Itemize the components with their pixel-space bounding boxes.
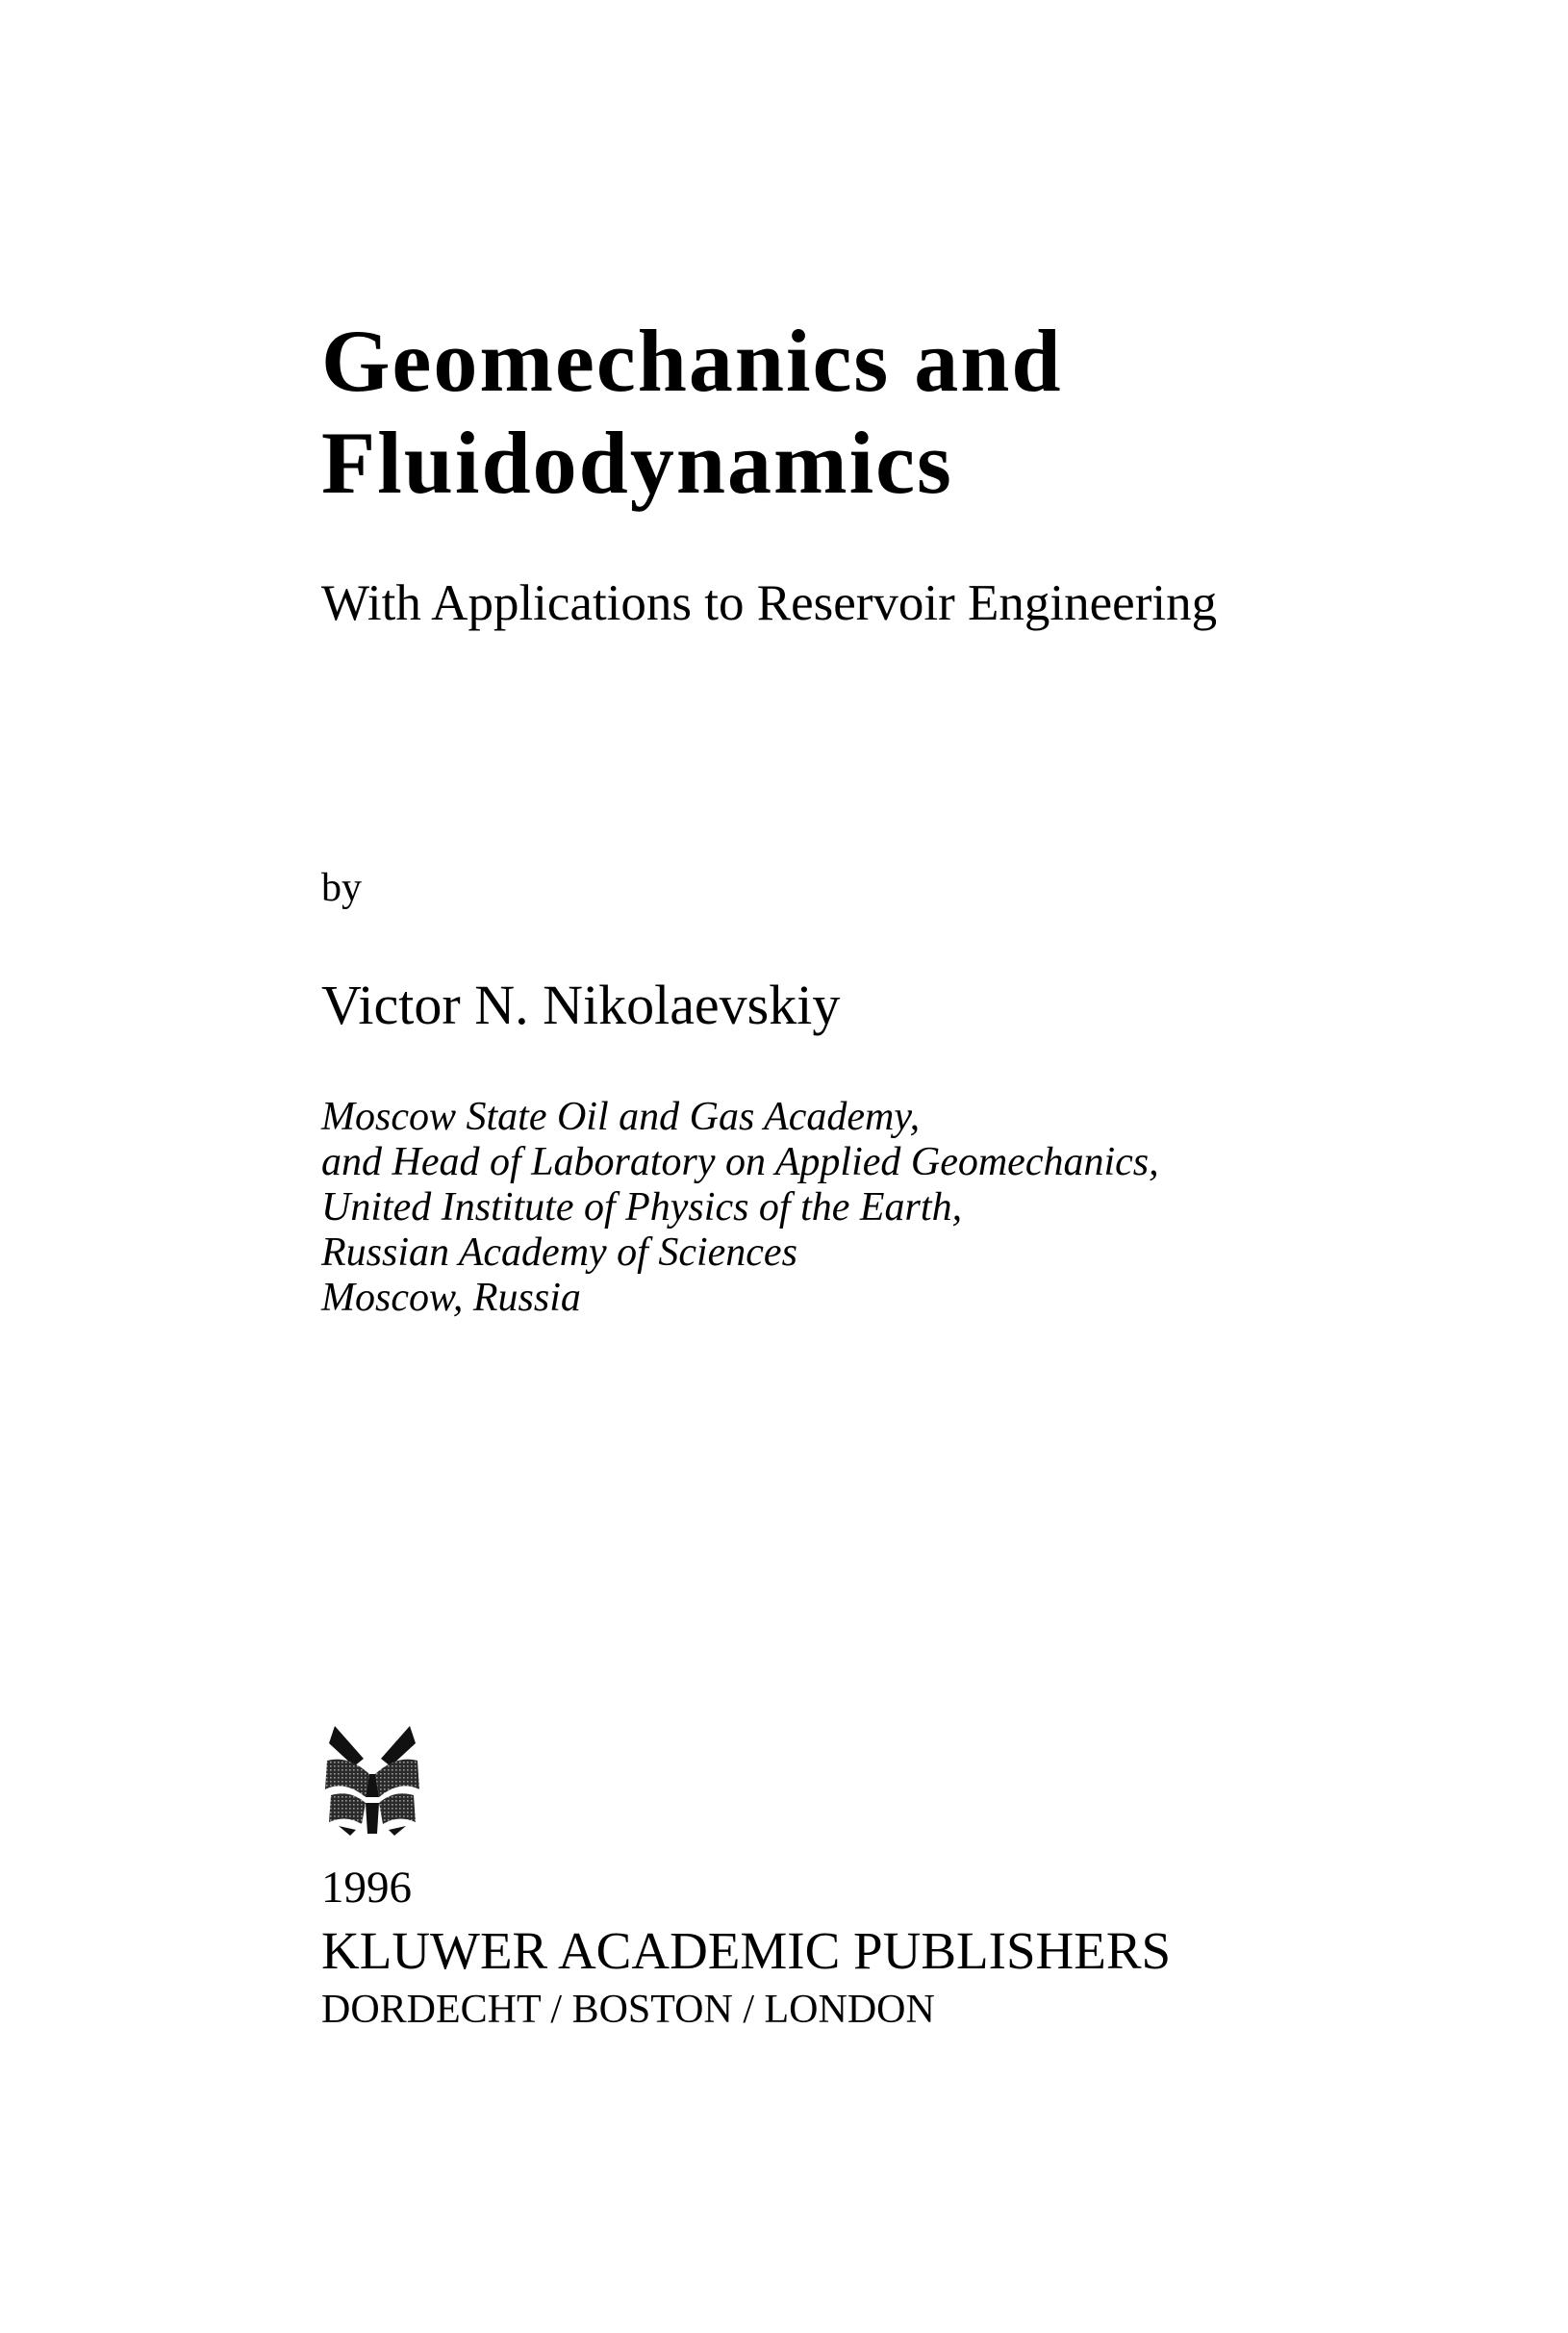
- book-title-line-2: Fluidodynamics: [321, 414, 953, 512]
- publisher-cities: DORDECHT / BOSTON / LONDON: [321, 1988, 935, 2032]
- affiliation-line: Moscow State Oil and Gas Academy,: [321, 1095, 921, 1139]
- affiliation-line: and Head of Laboratory on Applied Geomechanics,: [321, 1140, 1159, 1184]
- affiliation-line: Moscow, Russia: [321, 1276, 581, 1320]
- book-title: [321, 310, 1063, 514]
- author-name: Victor N. Nikolaevskiy: [321, 974, 841, 1036]
- book-subtitle: With Applications to Reservoir Engineering: [321, 575, 1218, 631]
- publication-year: 1996: [321, 1863, 412, 1913]
- affiliation-line: Russian Academy of Sciences: [321, 1230, 797, 1275]
- author-affiliation: [321, 1095, 1159, 1321]
- affiliation-line: United Institute of Physics of the Earth,: [321, 1185, 963, 1230]
- publisher-name: KLUWER ACADEMIC PUBLISHERS: [321, 1921, 1172, 1980]
- by-label: by: [321, 866, 362, 910]
- book-title-line-1: Geomechanics and: [321, 312, 1063, 410]
- publisher-logo-icon: [321, 1722, 423, 1836]
